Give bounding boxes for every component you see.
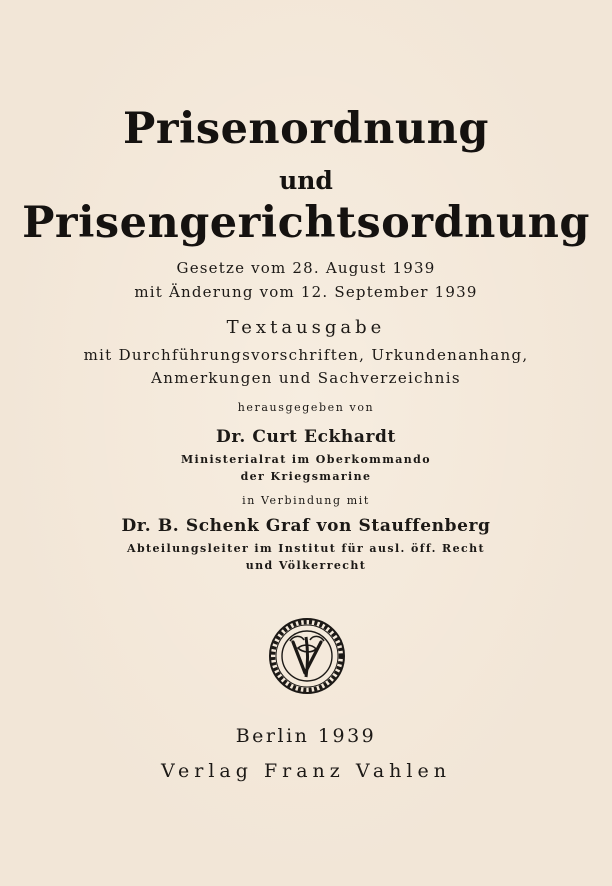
- imprint-publisher: Verlag Franz Vahlen: [161, 760, 451, 782]
- law-amendment-line: mit Änderung vom 12. September 1939: [134, 283, 478, 301]
- edition-contents-line-1: mit Durchführungsvorschriften, Urkundenanhang,: [83, 346, 529, 364]
- editor-role-line-2: der Kriegsmarine: [240, 470, 372, 483]
- title-line-3: Prisengerichtsordnung: [22, 198, 590, 248]
- coauthor-name: Dr. B. Schenk Graf von Stauffenberg: [121, 516, 491, 536]
- title-line-1: Prisenordnung: [123, 104, 489, 154]
- editor-intro: herausgegeben von: [237, 401, 375, 414]
- edition-label: Textausgabe: [226, 317, 386, 338]
- law-date-line: Gesetze vom 28. August 1939: [176, 259, 436, 277]
- imprint-city-year: Berlin 1939: [235, 725, 377, 747]
- title-line-2: und: [279, 166, 333, 195]
- editor-role-line-1: Ministerialrat im Oberkommando: [180, 453, 432, 466]
- edition-contents-line-2: Anmerkungen und Sachverzeichnis: [151, 369, 461, 387]
- editor-name: Dr. Curt Eckhardt: [216, 427, 396, 447]
- coauthor-intro: in Verbindung mit: [242, 494, 370, 507]
- coauthor-role-line-1: Abteilungsleiter im Institut für ausl. öff. Recht: [127, 542, 485, 555]
- coauthor-role-line-2: und Völkerrecht: [245, 559, 367, 572]
- publisher-monogram-icon: [268, 617, 346, 695]
